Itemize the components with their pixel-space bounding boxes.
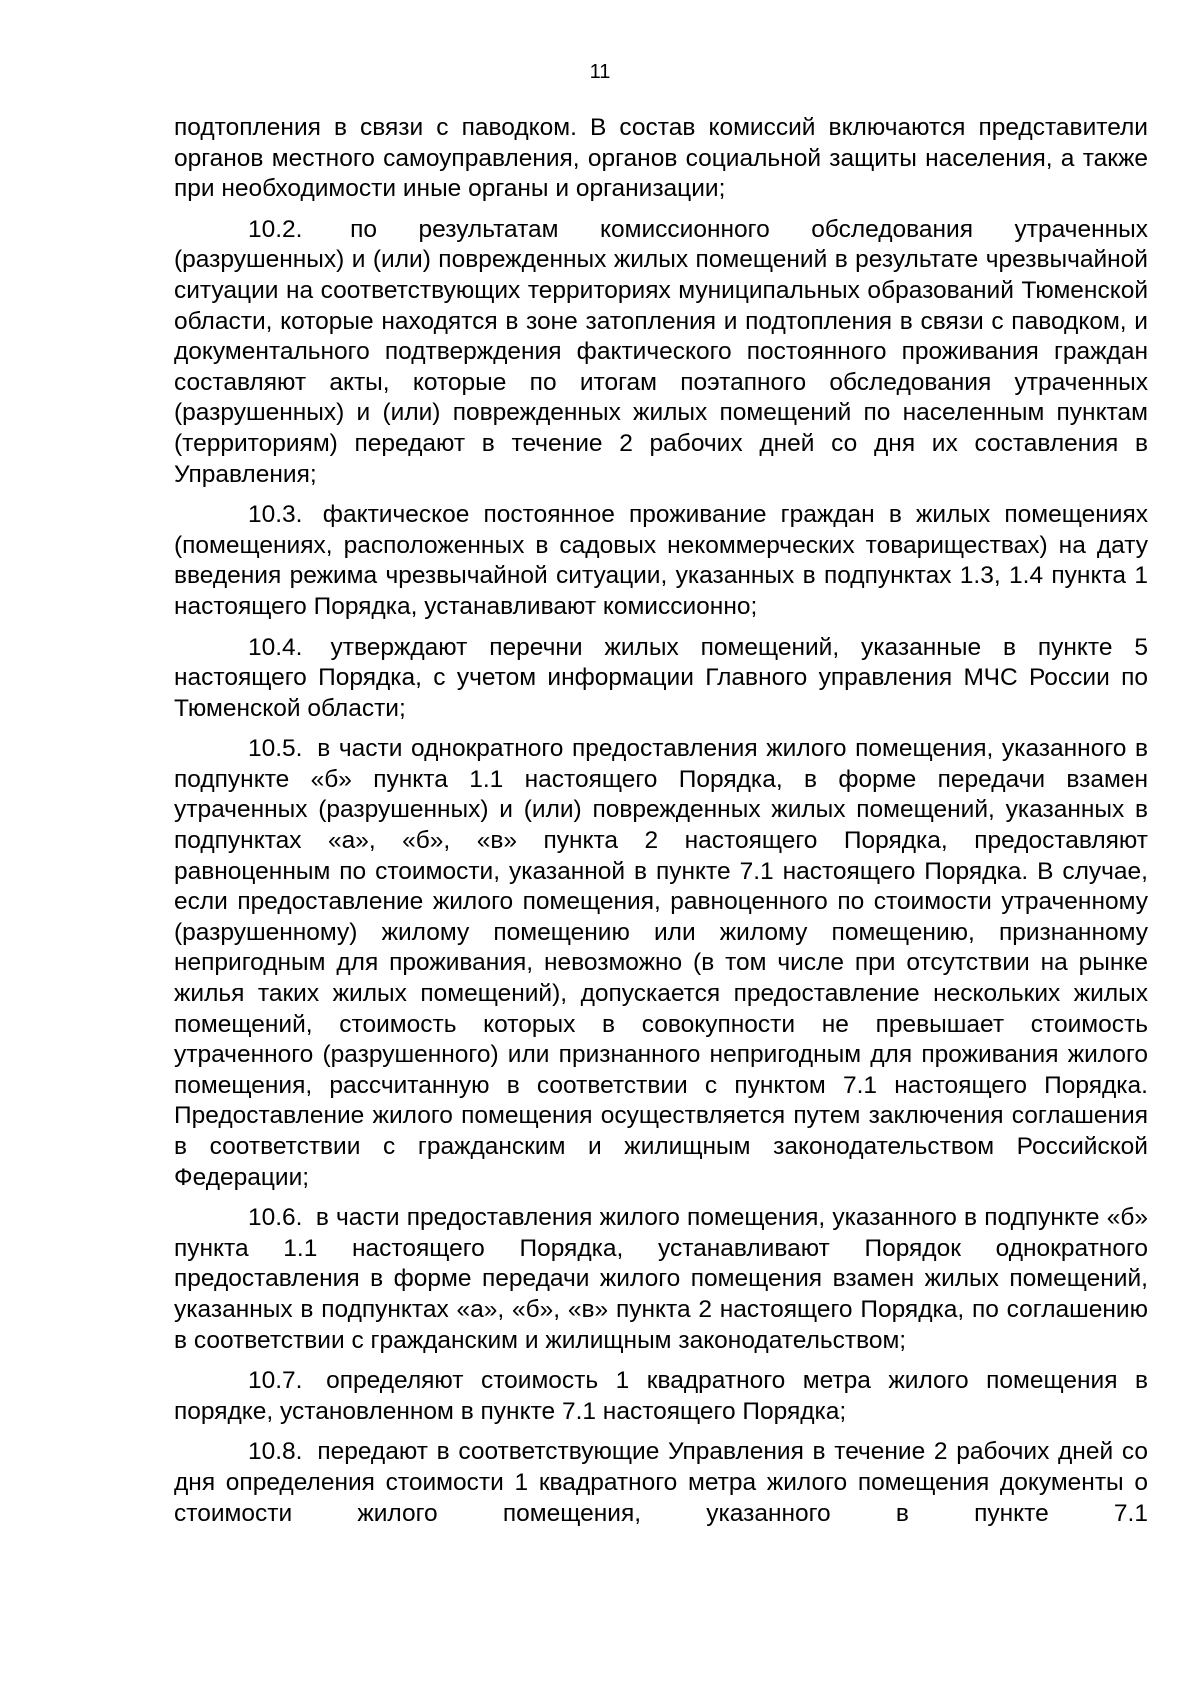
- paragraph-10-3: [174, 500, 1148, 622]
- document-body: [174, 113, 1148, 1539]
- paragraph-text: определяют стоимость 1 квадратного метра жилого помещения в порядке, установленном в пункте 7.1 настоящего Порядка;: [174, 1367, 1149, 1425]
- paragraph-text: в части однократного предоставления жилого помещения, указанного в подпункте «б» пункта 1.1 настоящего Порядка, в форме передачи взамен утраченных (разрушенных) и (или) поврежденных жилых помещений, указанных в подпунктах «а», «б», «в» пункта 2 настоящего Порядка, предоставляют равноценным по стоимости, указанной в пункте 7.1 настоящего Порядка. В случае, если предоставление жилого помещения, равноценного по стоимости утраченному (разрушенному) жилому помещению или жилому помещению, признанному непригодным для проживания, невозможно (в том числе при отсутствии на рынке жилья таких жилых помещений), допускается предоставление нескольких жилых помещений, стоимость которых в совокупности не превышает стоимость утраченного (разрушенного) или признанного непригодным для проживания жилого помещения, рассчитанную в соответствии с пунктом 7.1 настоящего Порядка. Предоставление жилого помещения осуществляется путем заключения соглашения в соответствии с гражданским и жилищным законодательством Российской Федерации;: [174, 735, 1148, 1191]
- item-number: 10.7.: [248, 1367, 303, 1395]
- paragraph-10-5: [174, 734, 1148, 1193]
- paragraph-10-6: [174, 1203, 1148, 1356]
- paragraph-text: утверждают перечни жилых помещений, указанные в пункте 5 настоящего Порядка, с учетом информации Главного управления МЧС России по Тюменской области;: [174, 633, 1148, 722]
- paragraph-text: по результатам комиссионного обследования утраченных (разрушенных) и (или) поврежденных жилых помещений в результате чрезвычайной ситуации на соответствующих территориях муниципальных образований Тюменской области, которые находятся в зоне затопления и подтопления в связи с паводком, и документального подтверждения фактического постоянного проживания граждан составляют акты, которые по итогам поэтапного обследования утраченных (разрушенных) и (или) поврежденных жилых помещений по населенным пунктам (территориям) передают в течение 2 рабочих дней со дня их составления в Управления;: [174, 215, 1148, 488]
- paragraph-text: фактическое постоянное проживание граждан в жилых помещениях (помещениях, расположенных в садовых некоммерческих товариществах) на дату введения режима чрезвычайной ситуации, указанных в подпунктах 1.3, 1.4 пункта 1 настоящего Порядка, устанавливают комиссионно;: [174, 501, 1149, 620]
- paragraph-text: в части предоставления жилого помещения, указанного в подпункте «б» пункта 1.1 настоящего Порядка, устанавливают Порядок однократного предоставления в форме передачи жилого помещения взамен жилых помещений, указанных в подпунктах «а», «б», «в» пункта 2 настоящего Порядка, по соглашению в соответствии с гражданским и жилищным законодательством;: [174, 1204, 1148, 1354]
- item-number: 10.6.: [248, 1204, 303, 1232]
- paragraph-continuation: [174, 113, 1148, 205]
- item-number: 10.2.: [248, 215, 303, 243]
- paragraph-10-8: [174, 1437, 1148, 1529]
- paragraph-10-2: [174, 215, 1148, 490]
- item-number: 10.3.: [248, 501, 303, 529]
- page-number: 11: [589, 61, 611, 83]
- item-number: 10.4.: [248, 633, 303, 661]
- item-number: 10.8.: [248, 1438, 303, 1466]
- paragraph-text: передают в соответствующие Управления в течение 2 рабочих дней со дня определения стоимости 1 квадратного метра жилого помещения документы о стоимости жилого помещения, указанного в пункте 7.1: [174, 1438, 1148, 1527]
- item-number: 10.5.: [248, 735, 303, 763]
- paragraph-text: подтопления в связи с паводком. В состав комиссий включаются представители органов местного самоуправления, органов социальной защиты населения, а также при необходимости иные органы и организации;: [174, 114, 1148, 203]
- paragraph-10-4: [174, 633, 1148, 725]
- paragraph-10-7: [174, 1366, 1148, 1427]
